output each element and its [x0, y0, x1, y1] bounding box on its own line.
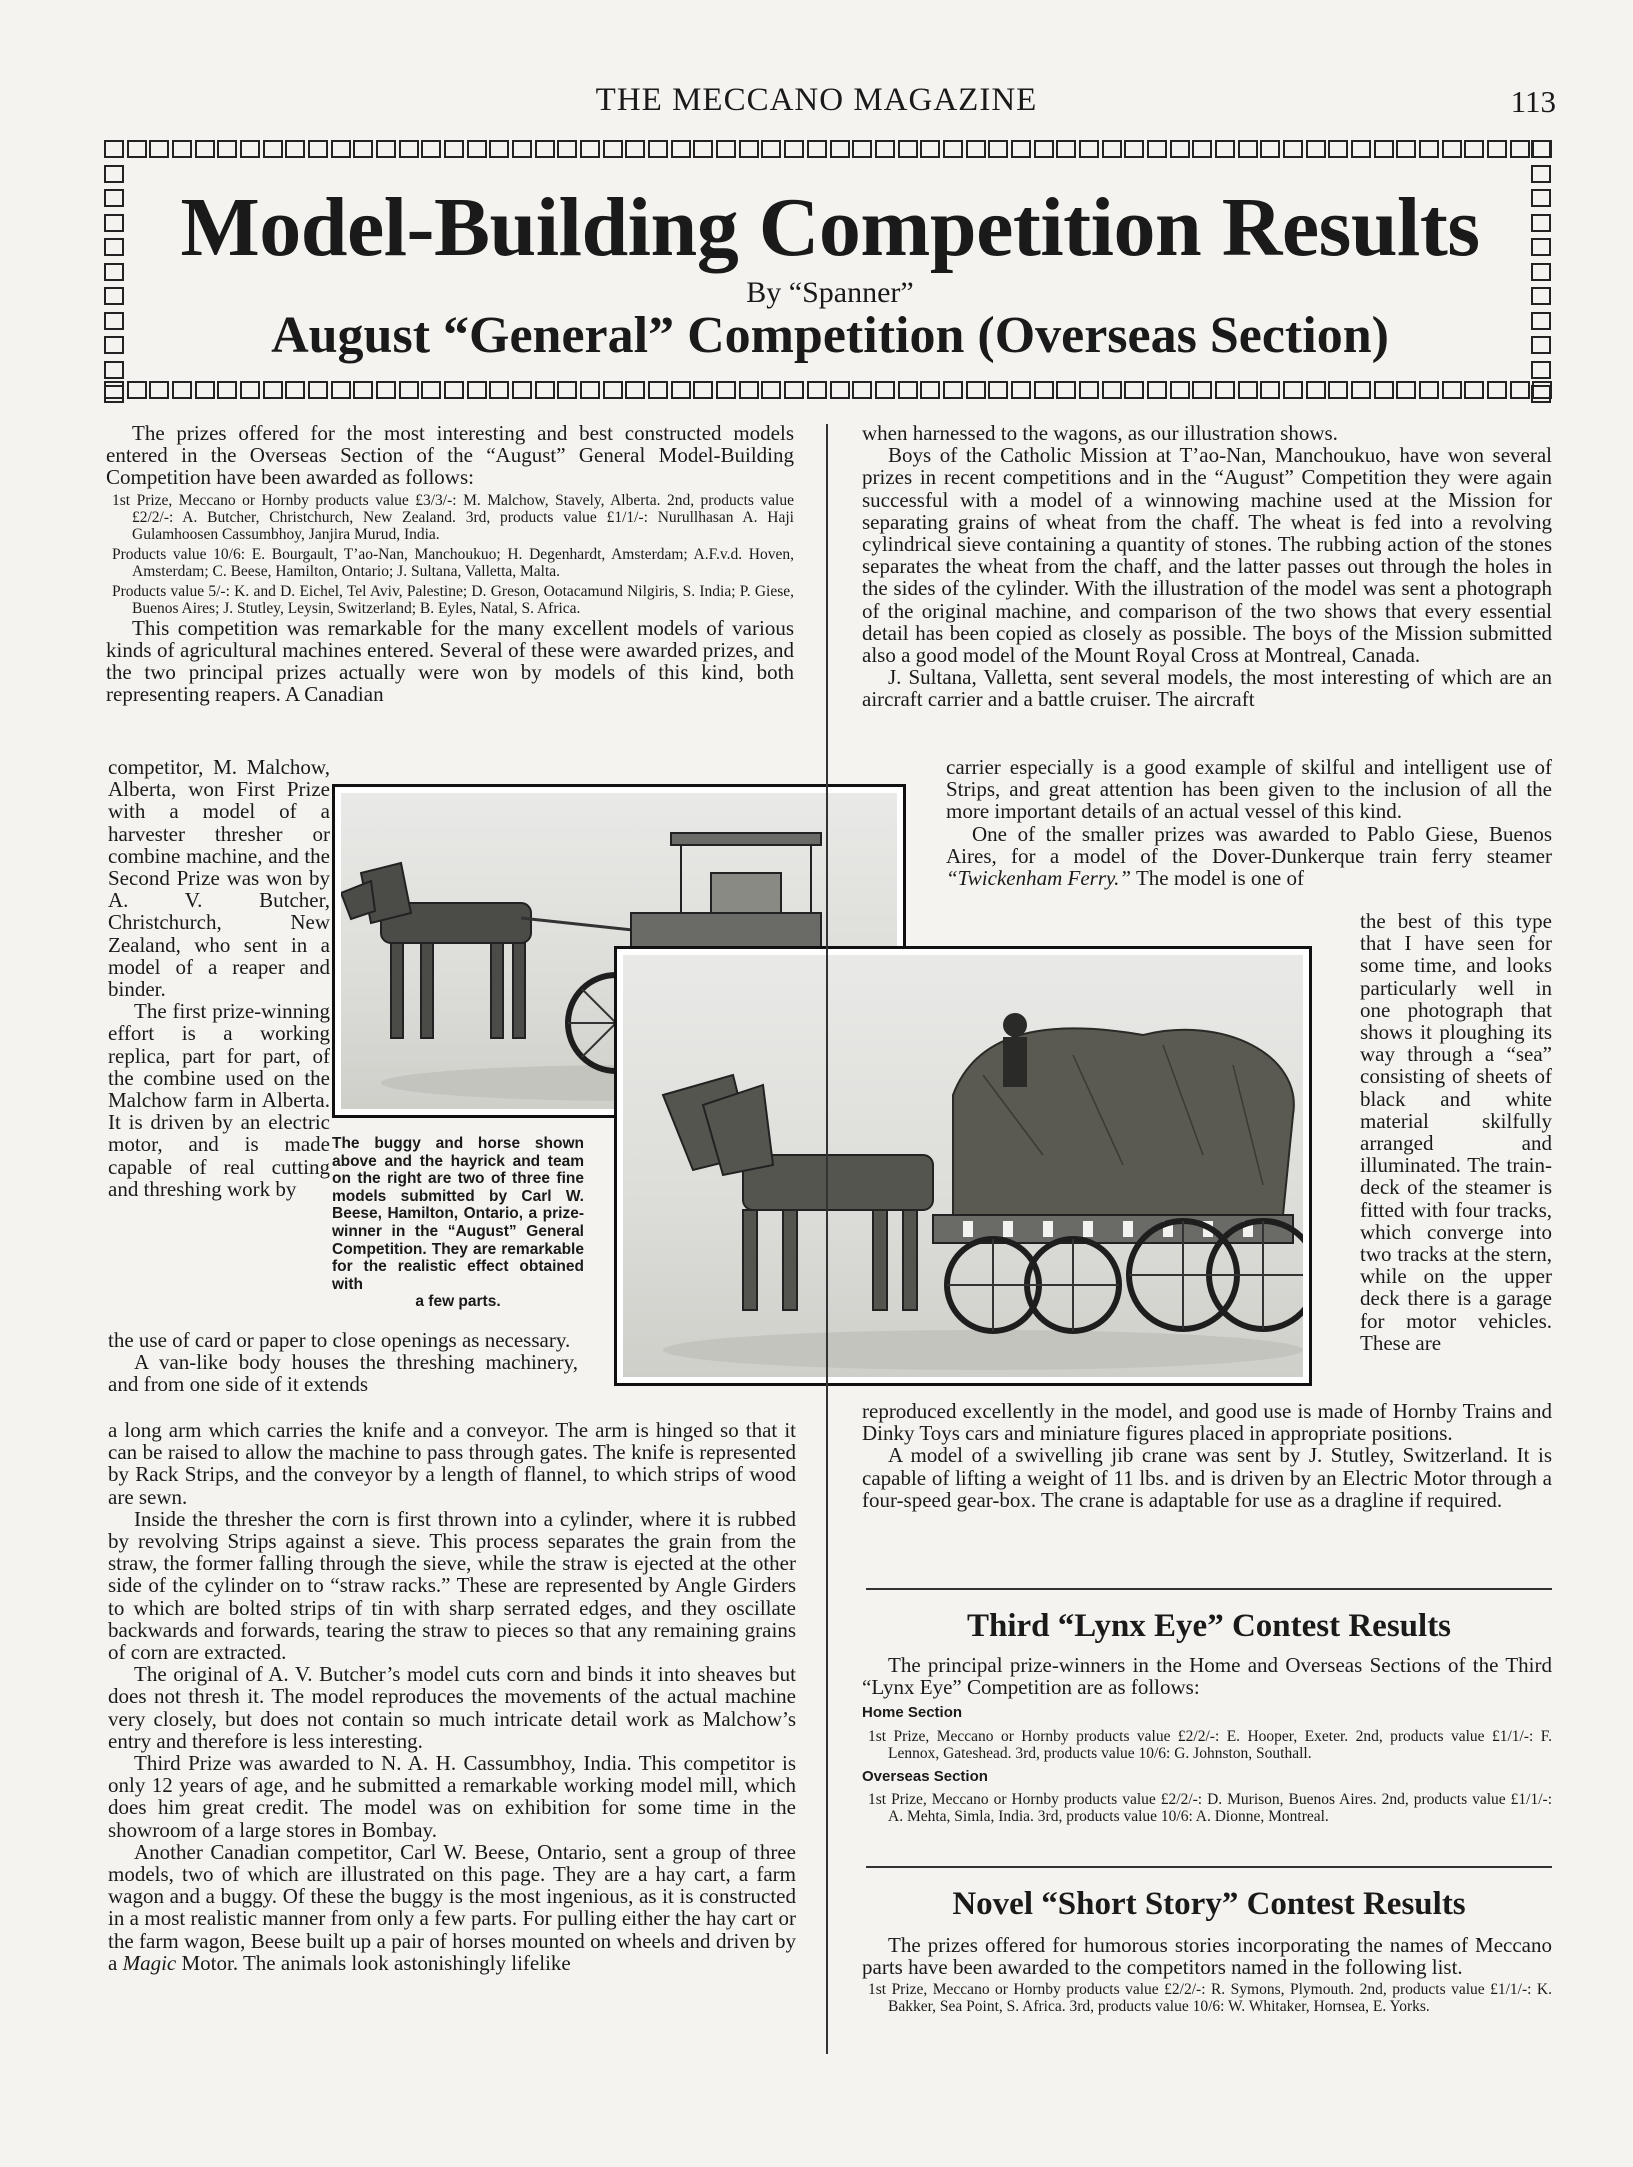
frame-square: [1510, 140, 1530, 158]
frame-square: [1124, 140, 1144, 158]
frame-square: [217, 140, 237, 158]
right-paragraph-3: J. Sultana, Valletta, sent several models, the most interesting of which are an aircraft carrier and a battle cruiser. The aircraft: [862, 665, 1552, 712]
frame-square: [1531, 312, 1551, 330]
frame-square: [1079, 140, 1099, 158]
home-section-prizes: 1st Prize, Meccano or Hornby products value £2/2/-: E. Hooper, Exeter. 2nd, products value £1/1/-: F. Lennox, Gateshead. 3rd, products value 10/6: G. Johnston, Southall.: [868, 1727, 1552, 1762]
right-paragraph-4-narrow: the best of this type that I have seen for some time, and looks particularly well in one photograph that shows it ploughing its way through a “sea” consisting of sheets of black and white material skilfully arranged and illuminated. The train-deck of the steamer is fitted with four tracks, which converge into two tracks at the stern, while on the upper deck there is a garage for motor vehicles. These are: [1360, 909, 1552, 1355]
frame-square: [353, 140, 373, 158]
prize-list-1: 1st Prize, Meccano or Hornby products value £3/3/-: M. Malchow, Stavely, Alberta. 2nd, products value £2/2/-: A. Butcher, Christchurch, New Zealand. 3rd, products value £1/1/-: Nurullhasan A. Haji Gulamhoosen Cassumbhoy, Janjira Murud, India.: [112, 491, 794, 543]
frame-square: [648, 140, 668, 158]
frame-square: [1011, 140, 1031, 158]
frame-square: [1419, 381, 1439, 399]
frame-square: [807, 140, 827, 158]
frame-square: [1531, 287, 1551, 305]
frame-square: [172, 140, 192, 158]
frame-square: [739, 381, 759, 399]
paragraph-2-tail: the use of card or paper to close openings as necessary.: [108, 1328, 571, 1352]
frame-square: [1192, 140, 1212, 158]
frame-square: [693, 140, 713, 158]
frame-square: [308, 140, 328, 158]
frame-square: [104, 189, 124, 207]
article-byline: By “Spanner”: [746, 276, 914, 309]
frame-square: [875, 140, 895, 158]
short-story-section: [862, 1934, 1552, 2015]
frame-square: [1487, 140, 1507, 158]
magic-italic: Magic: [122, 1950, 177, 1975]
frame-square: [1351, 140, 1371, 158]
frame-square: [1531, 263, 1551, 281]
frame-square: [1351, 381, 1371, 399]
frame-square: [761, 140, 781, 158]
frame-square: [1531, 189, 1551, 207]
frame-square: [1531, 385, 1551, 403]
frame-square: [1396, 381, 1416, 399]
frame-square: [761, 381, 781, 399]
frame-square: [671, 381, 691, 399]
frame-square: [603, 140, 623, 158]
right-paragraph-3-wrap: carrier especially is a good example of skilful and intelligent use of Strips, and great attention has been given to the inclusion of all the more important details of an actual vessel of this kind.: [946, 755, 1552, 824]
frame-square: [1283, 381, 1303, 399]
frame-square: [104, 336, 124, 354]
frame-square: [1079, 381, 1099, 399]
frame-square: [1011, 381, 1031, 399]
frame-square: [104, 263, 124, 281]
article-subtitle: August “General” Competition (Overseas Section): [271, 307, 1389, 364]
frame-square: [104, 140, 124, 158]
frame-square: [1124, 381, 1144, 399]
frame-square: [580, 140, 600, 158]
intro-paragraph: The prizes offered for the most interesting and best constructed models entered in the Overseas Section of the “August” General Model-Building Competition have been awarded as follows:: [106, 421, 794, 490]
frame-square: [467, 140, 487, 158]
paragraph-4-wrap-b: The model is one of: [1135, 866, 1304, 891]
frame-square: [1306, 381, 1326, 399]
frame-square: [489, 140, 509, 158]
frame-square: [966, 381, 986, 399]
paragraph-4-wrap-a: One of the smaller prizes was awarded to Pablo Giese, Buenos Aires, for a model of the Dover-Dunkerque train ferry steamer: [946, 821, 1552, 868]
frame-square: [1487, 381, 1507, 399]
right-paragraph-2: Boys of the Catholic Mission at T’ao-Nan, Manchoukuo, have won several prizes in recent competitions and in the “August” Competition they were again successful with a model of a winnowing machine used at the Mission for separating grains of wheat from the chaff. The wheat is fed into a revolving cylindrical sieve containing a quantity of stones. The rubbing action of the stones separates the wheat from the chaff, and the latter passes out through the holes in the sides of the cylinder. With the illustration of the model was sent a photograph of the original machine, and comparison of the two shows that every essential detail has been copied as closely as possible. The boys of the Mission submitted also a good model of the Mount Royal Cross at Montreal, Canada.: [862, 443, 1552, 668]
frame-square: [1238, 381, 1258, 399]
frame-square: [648, 381, 668, 399]
frame-left: [104, 140, 126, 403]
home-section-label: Home Section: [862, 1704, 963, 1722]
frame-square: [943, 140, 963, 158]
frame-square: [285, 381, 305, 399]
frame-square: [830, 140, 850, 158]
frame-square: [875, 381, 895, 399]
frame-square: [716, 140, 736, 158]
frame-square: [195, 381, 215, 399]
lynx-eye-intro: The principal prize-winners in the Home and Overseas Sections of the Third “Lynx Eye” Competition are as follows:: [862, 1653, 1552, 1700]
frame-square: [104, 214, 124, 232]
right-paragraph-4-wrap: [946, 823, 1552, 890]
frame-bottom: [104, 381, 1553, 403]
frame-square: [104, 287, 124, 305]
frame-square: [920, 381, 940, 399]
frame-square: [104, 312, 124, 330]
frame-square: [830, 381, 850, 399]
frame-square: [716, 381, 736, 399]
frame-square: [1374, 381, 1394, 399]
frame-square: [127, 140, 147, 158]
frame-square: [1192, 381, 1212, 399]
paragraph-7-b: Motor. The animals look astonishingly lifelike: [181, 1950, 571, 1975]
frame-square: [240, 140, 260, 158]
frame-square: [1531, 238, 1551, 256]
left-mid-text: [108, 1329, 578, 1396]
frame-square: [1442, 140, 1462, 158]
right-column-bottom: [862, 1400, 1552, 1511]
frame-square: [1531, 214, 1551, 232]
frame-square: [784, 381, 804, 399]
frame-square: [693, 381, 713, 399]
caption-last-line: a few parts.: [415, 1293, 501, 1311]
frame-square: [1215, 140, 1235, 158]
frame-square: [1396, 140, 1416, 158]
frame-square: [1464, 381, 1484, 399]
overseas-section-prizes: 1st Prize, Meccano or Hornby products value £2/2/-: D. Murison, Buenos Aires. 2nd, products value £1/1/-: A. Mehta, Simla, India. 3rd, products value 10/6: A. Dionne, Montreal.: [868, 1790, 1552, 1825]
lynx-eye-heading: Third “Lynx Eye” Contest Results: [966, 1608, 1452, 1644]
frame-square: [1102, 381, 1122, 399]
frame-square: [1531, 140, 1551, 158]
frame-square: [1328, 140, 1348, 158]
frame-square: [421, 381, 441, 399]
overseas-section-label: Overseas Section: [862, 1767, 988, 1785]
frame-square: [1147, 140, 1167, 158]
frame-top: [104, 140, 1553, 162]
wrap-text-2: The first prize-winning effort is a working replica, part for part, of the combine used on the Malchow farm in Alberta. It is driven by an electric motor, and is made capable of real cutting and threshing work by: [108, 999, 330, 1201]
caption-text: The buggy and horse shown above and the hayrick and team on the right are two of three fine models submitted by Carl W. Beese, Hamilton, Ontario, a prize-winner in the “August” General Competition. They are remarkable for the realistic effect obtained with: [332, 1135, 584, 1293]
frame-square: [376, 140, 396, 158]
paragraph-7-a: Another Canadian competitor, Carl W. Beese, Ontario, sent a group of three models, two of which are illustrated on this page. They are a hay cart, a farm wagon and a buggy. Of these the buggy is the most ingenious, as it is constructed in a most realistic manner from only a few parts. For pulling either the hay cart or the farm wagon, Beese built up a pair of horses mounted on wheels and driven by a: [108, 1839, 796, 1975]
frame-square: [603, 381, 623, 399]
paragraph-3-tail: a long arm which carries the knife and a conveyor. The arm is hinged so that it can be raised to allow the machine to pass through gates. The knife is represented by Rack Strips, and the conveyor by a length of flannel, to which strips of wood are sewn.: [108, 1418, 796, 1509]
frame-square: [421, 140, 441, 158]
article-title: Model-Building Competition Results: [180, 181, 1480, 274]
frame-square: [512, 381, 532, 399]
frame-square: [1170, 381, 1190, 399]
frame-right: [1531, 140, 1553, 403]
frame-square: [852, 381, 872, 399]
frame-square: [1442, 381, 1462, 399]
paragraph-3-head: A van-like body houses the threshing machinery, and from one side of it extends: [108, 1350, 578, 1397]
frame-square: [1238, 140, 1258, 158]
lynx-eye-section: [862, 1654, 1552, 1825]
frame-square: [1147, 381, 1167, 399]
page-number: 113: [1510, 84, 1556, 119]
frame-square: [172, 381, 192, 399]
frame-square: [966, 140, 986, 158]
frame-square: [625, 381, 645, 399]
frame-square: [1170, 140, 1190, 158]
frame-square: [671, 140, 691, 158]
paragraph-7: [108, 1841, 796, 1974]
frame-square: [920, 140, 940, 158]
frame-square: [1260, 381, 1280, 399]
hayrick-illustration: [623, 955, 1303, 1377]
frame-square: [467, 381, 487, 399]
short-story-heading: Novel “Short Story” Contest Results: [952, 1886, 1466, 1922]
frame-square: [1260, 140, 1280, 158]
ship-name: “Twickenham Ferry.”: [946, 866, 1132, 891]
frame-square: [195, 140, 215, 158]
frame-square: [1531, 336, 1551, 354]
short-story-intro: The prizes offered for humorous stories incorporating the names of Meccano parts have been awarded to the competitors named in the following list.: [862, 1933, 1552, 1980]
frame-square: [512, 140, 532, 158]
frame-square: [898, 140, 918, 158]
right-wrap-mid: [946, 756, 1552, 889]
frame-square: [943, 381, 963, 399]
frame-square: [376, 381, 396, 399]
paragraph-1: This competition was remarkable for the many excellent models of various kinds of agricultural machines entered. Several of these were awarded prizes, and the two principal prizes actually were won by models of this kind, both representing reapers. A Canadian: [106, 615, 794, 707]
frame-square: [1034, 140, 1054, 158]
frame-square: [1056, 381, 1076, 399]
frame-square: [1306, 140, 1326, 158]
frame-square: [557, 140, 577, 158]
frame-square: [331, 381, 351, 399]
right-paragraph-4-tail: reproduced excellently in the model, and good use is made of Hornby Trains and Dinky Toys cars and miniature figures placed in appropriate positions.: [862, 1399, 1552, 1446]
frame-square: [535, 140, 555, 158]
frame-square: [1510, 381, 1530, 399]
frame-square: [104, 165, 124, 183]
frame-square: [308, 381, 328, 399]
frame-square: [444, 381, 464, 399]
frame-square: [399, 140, 419, 158]
frame-square: [1374, 140, 1394, 158]
paragraph-4: Inside the thresher the corn is first thrown into a cylinder, where it is rubbed by revolving Strips against a sieve. This process separates the grain from the straw, the former falling through the sieve, while the straw is ejected at the other side of the cylinder on to “straw racks.” These are represented by Angle Girders to which are bolted strips of tin with sharp serrated edges, and they oscillate backwards and forwards, tearing the straw to pieces so that any remaining grains of corn are extracted.: [108, 1506, 796, 1665]
frame-square: [1464, 140, 1484, 158]
frame-square: [784, 140, 804, 158]
frame-square: [988, 381, 1008, 399]
right-narrow-column: [1360, 910, 1552, 1354]
lynx-eye-rule: [866, 1588, 1552, 1590]
frame-square: [217, 381, 237, 399]
left-wrap-column: [108, 756, 330, 1200]
frame-square: [1283, 140, 1303, 158]
frame-square: [263, 140, 283, 158]
frame-square: [807, 381, 827, 399]
frame-square: [353, 381, 373, 399]
frame-square: [399, 381, 419, 399]
frame-square: [263, 381, 283, 399]
short-story-rule: [866, 1866, 1552, 1868]
left-column-top: [106, 422, 794, 705]
frame-square: [1034, 381, 1054, 399]
running-title: THE MECCANO MAGAZINE: [595, 82, 1038, 118]
frame-square: [127, 381, 147, 399]
frame-square: [1328, 381, 1348, 399]
wrap-text-1: competitor, M. Malchow, Alberta, won First Prize with a model of a harvester thresher or combine machine, and the Second Prize was won by A. V. Butcher, Christchurch, New Zealand, who sent in a model of a reaper and binder.: [108, 755, 330, 1002]
left-column-bottom: [108, 1419, 796, 1974]
frame-square: [285, 140, 305, 158]
frame-square: [535, 381, 555, 399]
paragraph-5: The original of A. V. Butcher’s model cuts corn and binds it into sheaves but does not thresh it. The model reproduces the movements of the actual machine very closely, but does not contain so much intricate detail work as Malchow’s entry and therefore is less interesting.: [108, 1662, 796, 1753]
frame-square: [1531, 361, 1551, 379]
column-divider: [826, 424, 828, 2054]
frame-square: [988, 140, 1008, 158]
frame-square: [1215, 381, 1235, 399]
prize-list-3: Products value 5/-: K. and D. Eichel, Tel Aviv, Palestine; D. Greson, Ootacamund Nilgiris, S. India; P. Giese, Buenos Aires; J. Stutley, Leysin, Switzerland; B. Eyles, Natal, S. Africa.: [112, 582, 794, 617]
photo-caption: [332, 1135, 584, 1311]
frame-square: [104, 385, 124, 403]
hayrick-photo: [614, 946, 1312, 1386]
frame-square: [557, 381, 577, 399]
frame-square: [104, 361, 124, 379]
right-paragraph-5: A model of a swivelling jib crane was sent by J. Stutley, Switzerland. It is capable of lifting a weight of 11 lbs. and is driven by an Electric Motor through a four-speed gear-box. The crane is adaptable for use as a dragline if required.: [862, 1443, 1552, 1512]
frame-square: [1531, 165, 1551, 183]
frame-square: [149, 381, 169, 399]
frame-square: [104, 238, 124, 256]
frame-square: [331, 140, 351, 158]
prize-list-2: Products value 10/6: E. Bourgault, T’ao-Nan, Manchoukuo; H. Degenhardt, Amsterdam; A.F.v.d. Hoven, Amsterdam; C. Beese, Hamilton, Ontario; J. Sultana, Valletta, Malta.: [112, 545, 794, 580]
frame-square: [1419, 140, 1439, 158]
running-head: [0, 82, 1633, 126]
paragraph-6: Third Prize was awarded to N. A. H. Cassumbhoy, India. This competitor is only 12 years of age, and he submitted a remarkable working model mill, which does him great credit. The model was on exhibition for some time in the showroom of a large stores in Bombay.: [108, 1751, 796, 1842]
frame-square: [240, 381, 260, 399]
frame-square: [852, 140, 872, 158]
frame-square: [739, 140, 759, 158]
frame-square: [1102, 140, 1122, 158]
right-column-top: [862, 422, 1552, 711]
frame-square: [489, 381, 509, 399]
right-paragraph-1: when harnessed to the wagons, as our illustration shows.: [862, 421, 1338, 445]
frame-square: [898, 381, 918, 399]
short-story-prizes: 1st Prize, Meccano or Hornby products value £2/2/-: R. Symons, Plymouth. 2nd, products value £1/1/-: K. Bakker, Sea Point, S. Africa. 3rd, products value 10/6: W. Whitaker, Hornsea, E. Yorks.: [868, 1981, 1552, 2016]
frame-square: [149, 140, 169, 158]
frame-square: [625, 140, 645, 158]
frame-square: [580, 381, 600, 399]
frame-square: [1056, 140, 1076, 158]
frame-square: [444, 140, 464, 158]
